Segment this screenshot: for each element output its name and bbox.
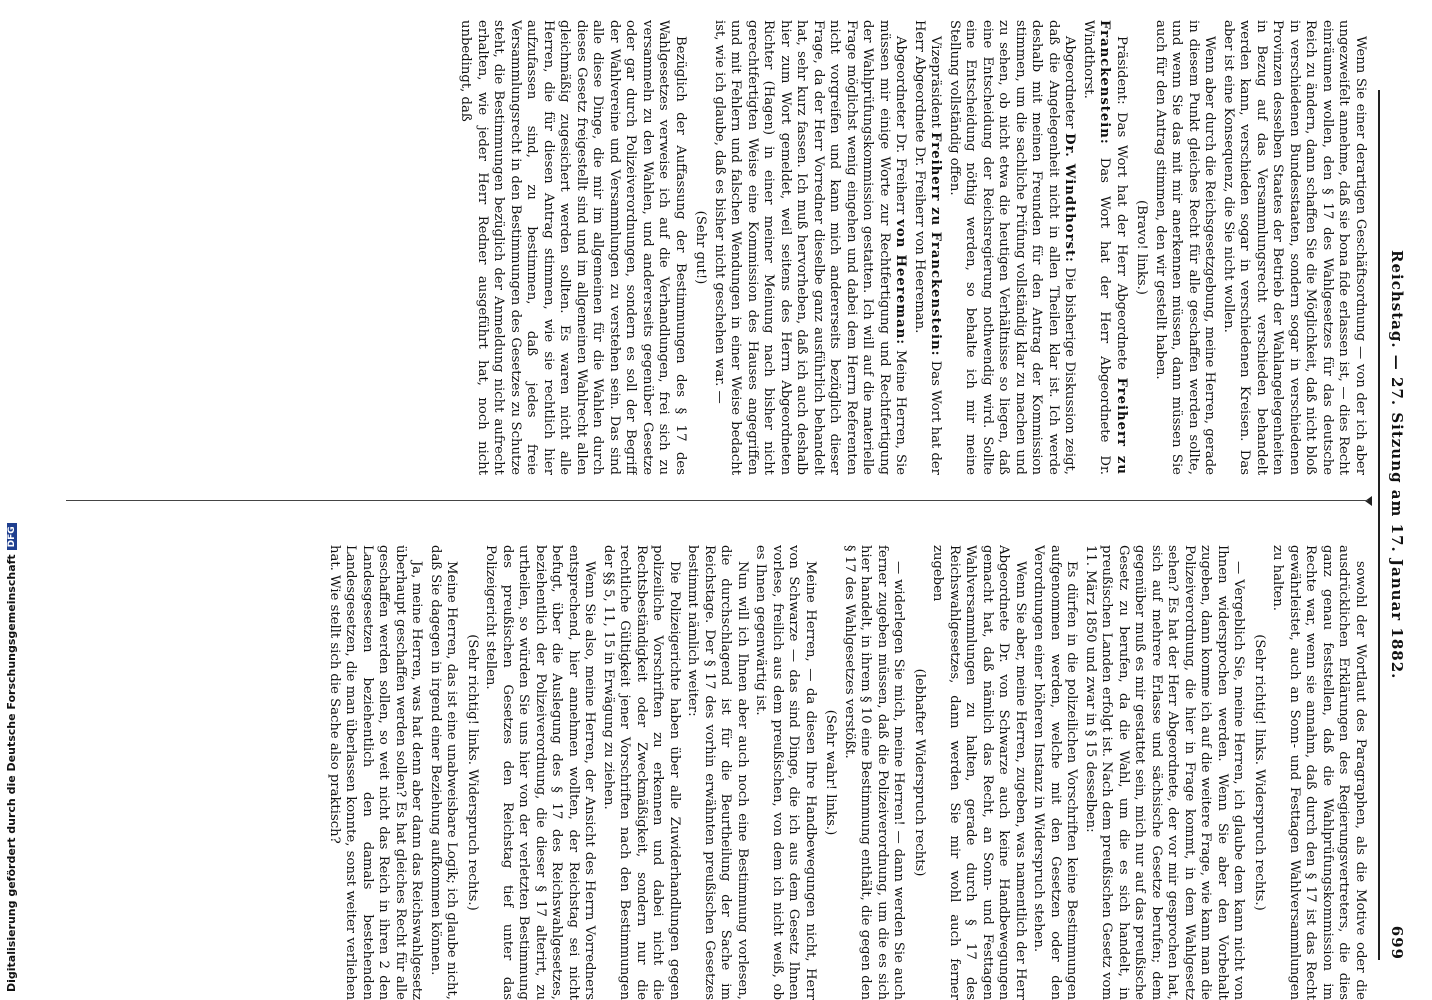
- speaker-name: Freiherr zu Franckenstein:: [1097, 20, 1129, 475]
- paragraph: Wenn Sie aber, meine Herren, zugeben, was namentlich der Herr Abgeordnete Dr. von Schwarze auch keine Handbewegungen gemacht hat, daß nämlich das Recht, an Sonn- und Festtagen Wahlversammlungen zu halten, gerade durch § 17 des Reichswahlgesetzes, dann werden Sie mir wohl auch ferner zugeben: [930, 545, 1028, 1000]
- quotation: Es dürfen in die polizeilichen Vorschriften keine Bestimmungen aufgenommen werden, welche mit den Gesetzen oder den Verordnungen einer höheren Instanz in Widerspruch stehen.: [1031, 545, 1080, 1000]
- paragraph: Wenn Sie also, meine Herren, der Ansicht des Herrn Vorredners entsprechend, hier annehmen wollten, der Reichstag sei nicht befugt, über die Auslegung des § 17 des Reichswahlgesetzes, beziehentlich der Polizeiverordnung, die dieser § 17 alterirt, zu urtheilen, so würden Sie uns hier von der verletzten Bestimmung des preußischen Gesetzes den Reichstag tief unter das Polizeigericht stellen.: [483, 545, 598, 1000]
- paragraph: Ja, meine Herren, was hat denn aber dann das Reichswahlgesetz überhaupt geschaffen werden sollen? Es hat gleiches Recht für alle geschaffen werden sollen, so weit nicht das Reich in ihren 2 den Landesgesetzen beziehentlich den damals bestehenden Landesgesetzen, die man überlassen konnte, sonst weiter verliehen hat. Wie stellt sich die Sache also praktisch?: [327, 545, 425, 1000]
- interjection: (Bravo! links.): [1134, 200, 1150, 295]
- paragraph: Wenn aber durch die Reichsgesetzgebung, meine Herren, gerade in diesem Punkt gleiches Recht für alle geschaffen werden sollte, und wenn Sie das mit mir anerkennen müssen, dann müssen Sie auch für den Antrag stimmen, den wir gestellt haben.: [1153, 20, 1218, 475]
- running-title: Reichstag. — 27. Sitzung am 17. Januar 1882.: [1388, 250, 1406, 680]
- speaker-name: Freiherr zu Franckenstein:: [928, 132, 944, 357]
- interjection: (lebhafter Widerspruch rechts): [912, 668, 927, 877]
- left-column: [70, 20, 1368, 475]
- speaker-name: von Heereman:: [893, 219, 909, 346]
- header-rule: [1378, 90, 1380, 960]
- paragraph: Abgeordneter Dr. Windthorst: Die bisherige Diskussion zeigt, daß die Angelegenheit nicht in allen Theilen klar ist. Ich werde deshalb mit meinen Freunden für den Antrag der Kommission stimmen, um die sachliche Prüfung vollständig klar zu machen und zu sehen, ob nicht etwa die heutigen Verhältnisse so liegen, daß eine Entscheidung der Reichsregierung nothwendig wird. Sollte eine Entscheidung nöthig werden, so behalte ich mir meine Stellung vollständig offen.: [947, 20, 1078, 475]
- paragraph: Wenn Sie einer derartigen Geschäftsordnung — von der ich aber ungezweifelt annehme, daß sie bona fide erlassen ist, — dies Recht einräumen wollen, den § 17 des Wahlgesetzes für das deutsche Reich zu ändern, dann schaffen Sie die Möglichkeit, daß nicht bloß in verschiedenen Bundesstaaten, sondern sogar in verschiedenen Provinzen desselben Staates der Betrieb der Wahlangelegenheiten in Bezug auf das Versammlungsrecht verschieden behandelt werden kann, verschieden sogar in verschiedenen Kreisen. Das aber ist eine Konsequenz, die Sie nicht wollen.: [1221, 20, 1368, 475]
- interjection: (Sehr richtig! links. Widerspruch rechts.): [465, 634, 480, 911]
- interjection: (Sehr gut!): [693, 210, 709, 285]
- column-marker: [1365, 496, 1372, 506]
- paragraph: Abgeordneter Dr. Freiherr von Heereman: Meine Herren, Sie müssen mir einige Worte zur Rechtfertigung und Rechtfertigung der Wahlprüfungskommission gestatten. Ich will auf die materielle Frage möglichst wenig eingehen und dabei dem Herrn Referenten nicht vorgreifen und kann mich andererseits bezüglich dieser Frage, da der Herr Vorredner dieselbe ganz ausführlich behandelt hat, sehr kurz fassen. Ich muß hervorheben, daß ich auch deshalb hier zum Wort gemeldet, weil seitens des Herrn Abgeordneten Richter (Hagen) in einer meiner Meinung nach bisher nicht gerechtfertigten Weise eine Kommission des Hauses angegriffen und mit Fehlern und falschen Wendungen in einer Weise bedacht ist, wie ich glaube, daß es bisher nicht geschehen war. —: [712, 20, 909, 475]
- paragraph: — Vergeblich Sie, meine Herren, ich glaube dem kann nicht von Ihnen widersprochen werden. Wenn Sie aber den Vorbehalt zugeben, dann komme ich auf die weitere Frage, wie kann man die Polizeiverordnung, die hier in Frage kommt, in dem Wahlgesetz sehen? Es hat der Herr Abgeordnete, der vor mir gesprochen hat, sich auf mehrere Erlasse und sächsische Gesetze berufen; dem gegenüber muß es mir gestattet sein, mich nur auf das preußische Gesetz zu berufen, da die Wahl, um die es sich handelt, in preußischen Landen erfolgt ist. Nach dem preußischen Gesetz vom 11. März 1850 und zwar in § 15 desselben:: [1083, 545, 1247, 1000]
- paragraph: Bezüglich der Auffassung der Bestimmungen des § 17 des Wahlgesetzes verweise ich auf die Verhandlungen, frei sich zu versammeln zu den Wahlen, und andererseits gegenüber Gesetze oder gar durch Polizeiverordnungen, sondern es soll der Begriff der Wahlvereine und Versammlungen zu verstehen sein. Das sind alle diese Dinge, die mir im allgemeinen für die Wahlen durch dieses Gesetz freigestellt sind und im allgemeinen Wahlrecht allen gleichmäßig zugesichert werden sollten. Es waren nicht alle Herren, die für diesen Antrag stimmen, wie sie rechtlich hier aufzufassen sind, zu bestimmen, daß jedes freie Versammlungsrecht in den Bestimmungen des Gesetzes zu Schutze steht, die Bestimmungen bezüglich der Anmeldung nicht aufrecht erhalten, wie jeder Herr Redner ausgeführt hat, noch nicht unbedingt, daß: [458, 20, 688, 475]
- paragraph: sowohl der Wortlaut des Paragraphen, als die Motive oder die ausdrücklichen Erklärungen des Regierungsvertreters, die dies ganz genau feststellen, daß die Wahlprüfungskommission im Rechte war, wenn sie annahm, daß durch den § 17 ist das Recht gewährleistet, auch an Sonn- und Festtagen Wahlversammlungen zu halten.: [1270, 545, 1368, 1000]
- column-divider: [66, 500, 1368, 501]
- digitization-banner: [5, 523, 18, 992]
- paragraph: Vizepräsident Freiherr zu Franckenstein: Das Wort hat der Herr Abgeordnete Dr. Freiherr von Heereman.: [912, 20, 944, 475]
- interjection: (Sehr wahr! links.): [823, 709, 839, 836]
- right-column: [70, 545, 1368, 1000]
- paragraph: Meine Herren, das ist eine unabweisbare Logik; ich glaube nicht, daß Sie dagegen in irgend einer Beziehung aufkommen können.: [428, 545, 460, 1000]
- speaker-name: Dr. Windthorst:: [1062, 133, 1078, 263]
- paragraph: Präsident: Das Wort hat der Herr Abgeordnete Freiherr zu Franckenstein: Das Wort hat der Herr Abgeordnete Dr. Windthorst.: [1081, 20, 1129, 475]
- paragraph: Meine Herren, — da diesen Ihre Handbewegungen nicht, Herr von Schwarze — das sind Dinge, die ich aus dem Gesetz Ihnen vorlese, freilich aus dem preußischen, von dem ich nicht weiß, ob es Ihnen gegenwärtig ist.: [753, 545, 818, 1000]
- banner-text: Digitalisierung gefördert durch die Deutsche Forschungsgemeinschaft: [5, 554, 18, 992]
- dfg-logo: DFG: [7, 523, 17, 550]
- quotation: Die Polizeigerichte haben über alle Zuwiderhandlungen gegen polizeiliche Vorschriften zu erkennen und dabei nicht die Rechtsbeständigkeit oder Zweckmäßigkeit, sondern nur die rechtliche Gültigkeit jener Vorschriften nach den Bestimmungen der §§ 5, 11, 15 in Erwägung zu ziehen.: [601, 545, 682, 1000]
- page-header: [1380, 0, 1406, 1000]
- interjection: (Sehr richtig! links. Widerspruch rechts.): [1252, 634, 1267, 911]
- page-number: 699: [1388, 925, 1406, 960]
- paragraph: — widerlegen Sie mich, meine Herren! — dann werden Sie auch ferner zugeben müssen, daß die Polizeiverordnung, um die es sich hier handelt, in ihrem § 10 eine Bestimmung enthält, die gegen den § 17 des Wahlgesetzes verstößt.: [842, 545, 907, 1000]
- paragraph: Nun will ich Ihnen aber auch noch eine Bestimmung vorlesen, die durchschlagend ist für die Beurtheilung der Sache im Reichstage. Der § 17 des vorhin erwähnten preußischen Gesetzes bestimmt nämlich weiter:: [685, 545, 750, 1000]
